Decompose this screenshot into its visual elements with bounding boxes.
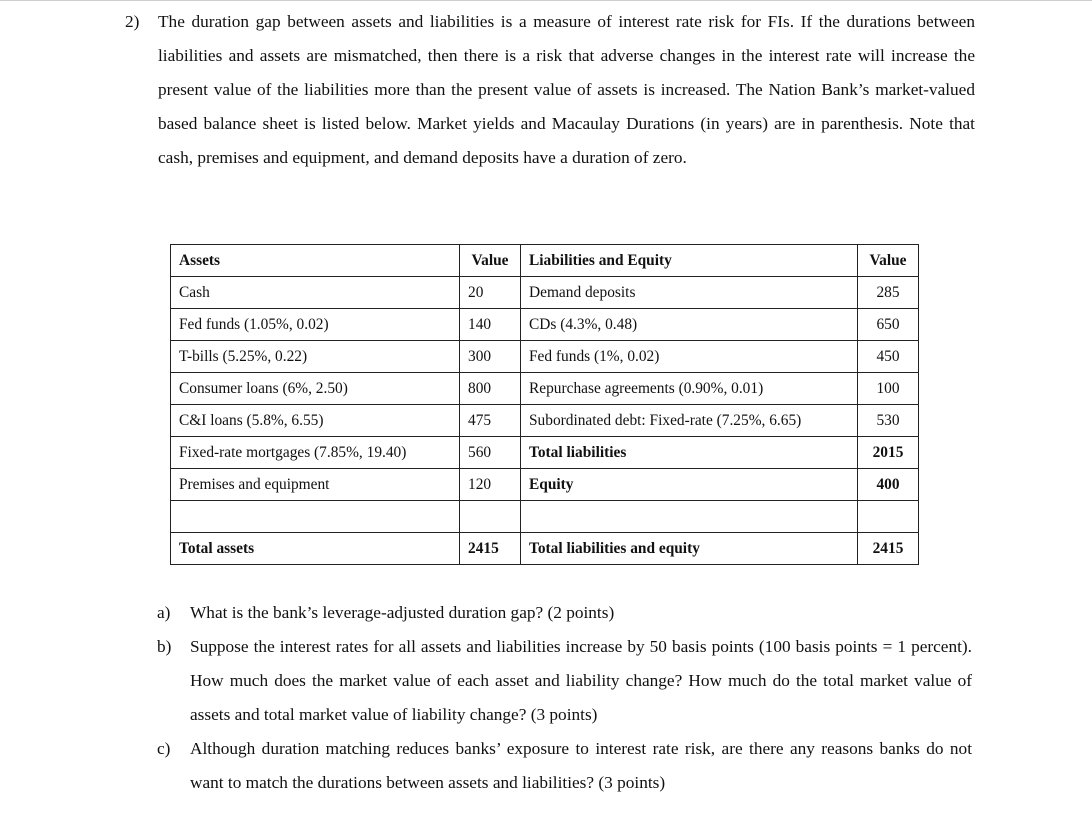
- asset-value: 140: [460, 309, 521, 341]
- table-row: [171, 373, 919, 405]
- asset-name: Consumer loans (6%, 2.50): [171, 373, 460, 405]
- asset-name: C&I loans (5.8%, 6.55): [171, 405, 460, 437]
- part-a: [157, 596, 972, 630]
- liability-name: Subordinated debt: Fixed-rate (7.25%, 6.65): [521, 405, 858, 437]
- asset-value: 120: [460, 469, 521, 501]
- liability-name: Demand deposits: [521, 277, 858, 309]
- total-liabilities-equity-value: 2415: [858, 533, 919, 565]
- asset-name: T-bills (5.25%, 0.22): [171, 341, 460, 373]
- total-liabilities-value: 2015: [858, 437, 919, 469]
- liability-value: 530: [858, 405, 919, 437]
- liability-value: 450: [858, 341, 919, 373]
- asset-name: Fixed-rate mortgages (7.85%, 19.40): [171, 437, 460, 469]
- empty-cell: [171, 501, 460, 533]
- header-assets: Assets: [171, 245, 460, 277]
- asset-value: 475: [460, 405, 521, 437]
- total-liabilities-equity-label: Total liabilities and equity: [521, 533, 858, 565]
- liability-value: 650: [858, 309, 919, 341]
- header-asset-value: Value: [460, 245, 521, 277]
- table-row: [171, 309, 919, 341]
- total-assets-label: Total assets: [171, 533, 460, 565]
- question-number: 2): [125, 12, 140, 31]
- part-b: [157, 630, 972, 732]
- liability-name: CDs (4.3%, 0.48): [521, 309, 858, 341]
- asset-value: 800: [460, 373, 521, 405]
- asset-name: Premises and equipment: [171, 469, 460, 501]
- question-parts: [157, 596, 972, 800]
- question-text: The duration gap between assets and liabilities is a measure of interest rate risk for FIs. If the durations between liabilities and assets are mismatched, then there is a risk that adverse changes in the interest rate will increase the present value of the liabilities more than the present value of assets is increased. The Nation Bank’s market-valued based balance sheet is listed below. Market yields and Macaulay Durations (in years) are in parenthesis. Note that cash, premises and equipment, and demand deposits have a duration of zero.: [158, 12, 975, 167]
- header-liability-value: Value: [858, 245, 919, 277]
- equity-label: Equity: [521, 469, 858, 501]
- part-text: What is the bank’s leverage-adjusted duration gap? (2 points): [190, 603, 615, 622]
- asset-value: 300: [460, 341, 521, 373]
- part-text: Although duration matching reduces banks’ exposure to interest rate risk, are there any reasons banks do not want to match the durations between assets and liabilities? (3 points): [190, 739, 972, 792]
- equity-value: 400: [858, 469, 919, 501]
- table-row: [171, 469, 919, 501]
- asset-value: 560: [460, 437, 521, 469]
- table-header-row: [171, 245, 919, 277]
- liability-value: 100: [858, 373, 919, 405]
- liability-name: Fed funds (1%, 0.02): [521, 341, 858, 373]
- asset-value: 20: [460, 277, 521, 309]
- table-total-row: [171, 533, 919, 565]
- table-row: [171, 341, 919, 373]
- top-rule: [0, 0, 1092, 1]
- asset-name: Cash: [171, 277, 460, 309]
- part-text: Suppose the interest rates for all assets and liabilities increase by 50 basis points (100 basis points = 1 percent). How much does the market value of each asset and liability change? How much do the total market value of assets and total market value of liability change? (3 points): [190, 637, 972, 724]
- liability-name: Repurchase agreements (0.90%, 0.01): [521, 373, 858, 405]
- total-liabilities-label: Total liabilities: [521, 437, 858, 469]
- asset-name: Fed funds (1.05%, 0.02): [171, 309, 460, 341]
- part-label: b): [157, 637, 172, 656]
- header-liabilities-equity: Liabilities and Equity: [521, 245, 858, 277]
- part-c: [157, 732, 972, 800]
- balance-sheet-table: [170, 244, 919, 565]
- empty-cell: [521, 501, 858, 533]
- question-2: [125, 5, 975, 175]
- total-assets-value: 2415: [460, 533, 521, 565]
- liability-value: 285: [858, 277, 919, 309]
- empty-cell: [858, 501, 919, 533]
- table-row: [171, 405, 919, 437]
- table-row: [171, 277, 919, 309]
- part-label: a): [157, 603, 171, 622]
- table-row-empty: [171, 501, 919, 533]
- empty-cell: [460, 501, 521, 533]
- part-label: c): [157, 739, 171, 758]
- table-row: [171, 437, 919, 469]
